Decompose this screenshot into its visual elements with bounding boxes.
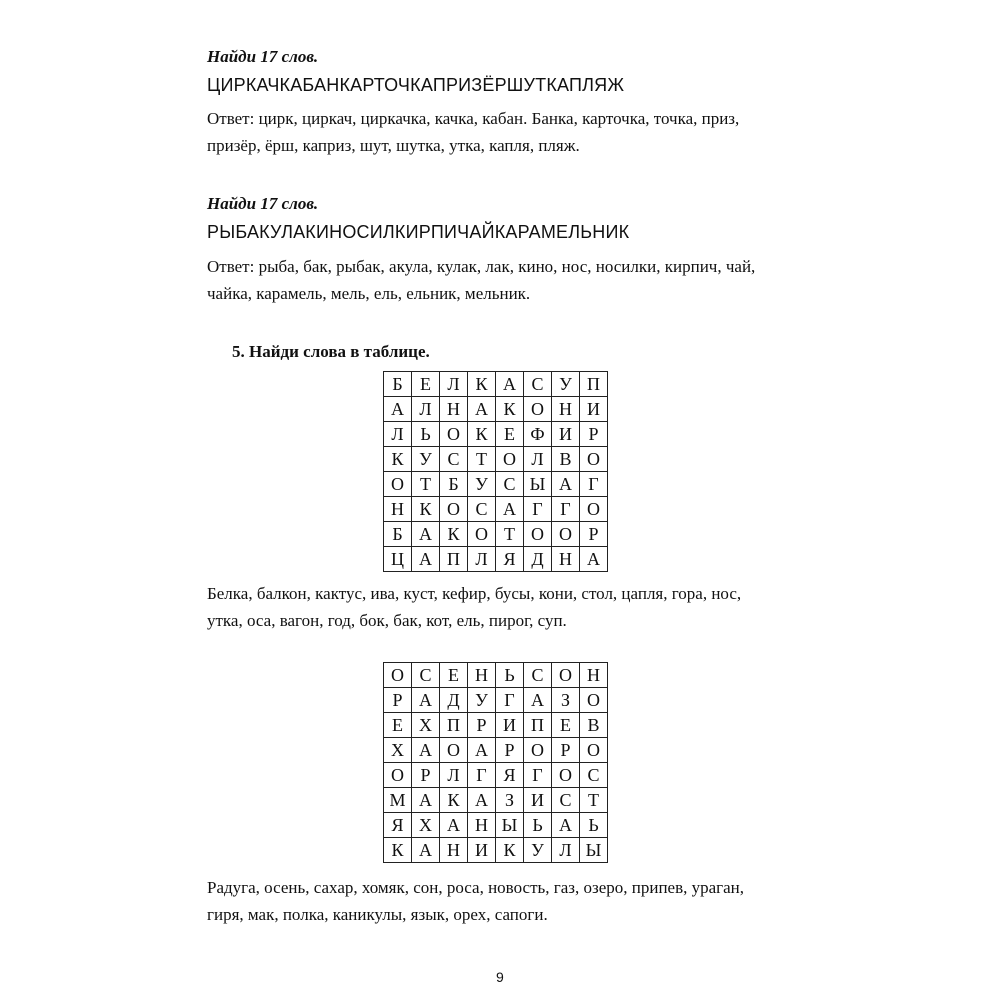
grid-cell: О	[384, 763, 412, 788]
grid-cell: А	[412, 547, 440, 572]
grid-row	[384, 788, 608, 813]
grid-cell: С	[524, 663, 552, 688]
block2-letter-string: РЫБАКУЛАКИНОСИЛКИРПИЧАЙКАРАМЕЛЬНИК	[207, 222, 630, 242]
grid-cell: Р	[384, 688, 412, 713]
grid-cell: К	[412, 497, 440, 522]
grid-cell: А	[412, 738, 440, 763]
grid-cell: Л	[440, 763, 468, 788]
grid-cell: О	[384, 663, 412, 688]
grid-cell: Н	[468, 813, 496, 838]
grid-cell: О	[524, 397, 552, 422]
grid-cell: Р	[468, 713, 496, 738]
grid-cell: Е	[412, 372, 440, 397]
grid-cell: Н	[468, 663, 496, 688]
block2-heading: Найди 17 слов.	[207, 194, 319, 213]
grid-cell: И	[552, 422, 580, 447]
grid-cell: А	[468, 738, 496, 763]
grid-cell: И	[496, 713, 524, 738]
grid-cell: Н	[580, 663, 608, 688]
page-number: 9	[496, 969, 504, 985]
grid-cell: Н	[552, 547, 580, 572]
grid-row	[384, 813, 608, 838]
grid-cell: Ь	[496, 663, 524, 688]
grid-cell: О	[524, 738, 552, 763]
grid2-word-list	[207, 874, 807, 928]
grid-row	[384, 422, 608, 447]
grid-cell: П	[524, 713, 552, 738]
grid-cell: О	[440, 422, 468, 447]
grid-row	[384, 522, 608, 547]
grid-cell: Л	[468, 547, 496, 572]
grid-cell: З	[552, 688, 580, 713]
grid-cell: П	[580, 372, 608, 397]
grid-cell: Б	[384, 372, 412, 397]
grid-cell: А	[468, 397, 496, 422]
grid-cell: С	[468, 497, 496, 522]
grid-cell: А	[552, 472, 580, 497]
grid-cell: Ь	[524, 813, 552, 838]
grid-cell: Н	[440, 397, 468, 422]
grid-cell: У	[524, 838, 552, 863]
grid-cell: Я	[496, 763, 524, 788]
grid-cell: К	[440, 788, 468, 813]
grid-cell: К	[384, 838, 412, 863]
grid-cell: А	[384, 397, 412, 422]
grid-cell: Д	[440, 688, 468, 713]
grid-row	[384, 547, 608, 572]
grid-cell: Ы	[496, 813, 524, 838]
grid-cell: Н	[384, 497, 412, 522]
grid-cell: О	[496, 447, 524, 472]
grid-cell: О	[552, 763, 580, 788]
grid-cell: В	[552, 447, 580, 472]
grid-cell: Г	[552, 497, 580, 522]
block1-answer-line2: призёр, ёрш, каприз, шут, шутка, утка, капля, пляж.	[207, 136, 580, 155]
grid-cell: Б	[440, 472, 468, 497]
grid-cell: Е	[552, 713, 580, 738]
grid-cell: П	[440, 713, 468, 738]
grid-cell: Ф	[524, 422, 552, 447]
grid-cell: А	[468, 788, 496, 813]
grid-row	[384, 838, 608, 863]
grid-row	[384, 472, 608, 497]
grid-cell: Т	[496, 522, 524, 547]
grid-row	[384, 397, 608, 422]
grid-cell: Я	[384, 813, 412, 838]
grid-cell: Р	[580, 522, 608, 547]
grid-cell: Б	[384, 522, 412, 547]
grid2-words-line1: Радуга, осень, сахар, хомяк, сон, роса, новость, газ, озеро, припев, ураган,	[207, 878, 745, 897]
grid-row	[384, 688, 608, 713]
grid-cell: Л	[384, 422, 412, 447]
grid-cell: О	[524, 522, 552, 547]
grid-cell: З	[496, 788, 524, 813]
block2-answer-line1: Ответ: рыба, бак, рыбак, акула, кулак, лак, кино, нос, носилки, кирпич, чай,	[207, 257, 756, 276]
grid-cell: А	[412, 788, 440, 813]
grid-cell: Ы	[524, 472, 552, 497]
block1-letter-string: ЦИРКАЧКАБАНКАРТОЧКАПРИЗЁРШУТКАПЛЯЖ	[207, 75, 625, 95]
grid-cell: И	[468, 838, 496, 863]
grid-cell: Х	[412, 813, 440, 838]
block1-heading: Найди 17 слов.	[207, 47, 319, 66]
grid-cell: У	[412, 447, 440, 472]
grid-cell: Н	[552, 397, 580, 422]
grid-cell: Е	[384, 713, 412, 738]
grid-cell: К	[440, 522, 468, 547]
grid-cell: Д	[524, 547, 552, 572]
task5-title: 5. Найди слова в таблице.	[232, 342, 430, 361]
grid-row	[384, 497, 608, 522]
grid-cell: О	[468, 522, 496, 547]
grid-cell: О	[580, 688, 608, 713]
block2-answer-line2: чайка, карамель, мель, ель, ельник, мельник.	[207, 284, 531, 303]
grid-cell: С	[552, 788, 580, 813]
grid1-words-line2: утка, оса, вагон, год, бок, бак, кот, ель, пирог, суп.	[207, 611, 567, 630]
grid-cell: Г	[524, 497, 552, 522]
grid-cell: Т	[580, 788, 608, 813]
grid-cell: Н	[440, 838, 468, 863]
grid-cell: Р	[412, 763, 440, 788]
grid-cell: А	[412, 688, 440, 713]
grid-row	[384, 763, 608, 788]
grid-cell: Р	[552, 738, 580, 763]
grid-cell: А	[412, 522, 440, 547]
grid-cell: К	[468, 372, 496, 397]
grid-cell: Г	[496, 688, 524, 713]
grid-cell: Г	[524, 763, 552, 788]
grid-cell: С	[496, 472, 524, 497]
grid-row	[384, 447, 608, 472]
grid-row	[384, 663, 608, 688]
grid-cell: В	[580, 713, 608, 738]
grid-cell: А	[524, 688, 552, 713]
grid-cell: У	[468, 472, 496, 497]
block1-answer-line1: Ответ: цирк, циркач, циркачка, качка, кабан. Банка, карточка, точка, приз,	[207, 109, 740, 128]
grid-cell: Е	[440, 663, 468, 688]
grid-cell: М	[384, 788, 412, 813]
grid-cell: Р	[580, 422, 608, 447]
grid-cell: А	[412, 838, 440, 863]
grid-cell: А	[440, 813, 468, 838]
grid-cell: А	[552, 813, 580, 838]
grid-cell: Е	[496, 422, 524, 447]
grid-cell: Л	[440, 372, 468, 397]
grid-cell: Ь	[412, 422, 440, 447]
grid-cell: С	[524, 372, 552, 397]
grid-cell: С	[440, 447, 468, 472]
grid-cell: О	[440, 497, 468, 522]
grid1-words-line1: Белка, балкон, кактус, ива, куст, кефир, бусы, кони, стол, цапля, гора, нос,	[207, 584, 742, 603]
grid-cell: Я	[496, 547, 524, 572]
grid-row	[384, 738, 608, 763]
grid-cell: О	[580, 738, 608, 763]
grid-cell: П	[440, 547, 468, 572]
grid-cell: А	[580, 547, 608, 572]
grid-cell: Ь	[580, 813, 608, 838]
grid-cell: Г	[468, 763, 496, 788]
grid-cell: Р	[496, 738, 524, 763]
grid-cell: У	[468, 688, 496, 713]
grid-cell: И	[524, 788, 552, 813]
grid-cell: К	[496, 838, 524, 863]
grid-cell: У	[552, 372, 580, 397]
grid-cell: Т	[468, 447, 496, 472]
letter-grid-2	[383, 662, 608, 863]
grid-cell: О	[552, 522, 580, 547]
grid-cell: Ц	[384, 547, 412, 572]
grid-cell: О	[580, 447, 608, 472]
grid-cell: Л	[552, 838, 580, 863]
grid-cell: К	[468, 422, 496, 447]
grid-cell: И	[580, 397, 608, 422]
grid-cell: А	[496, 497, 524, 522]
grid-cell: Х	[384, 738, 412, 763]
grid1-word-list	[207, 580, 807, 634]
grid-row	[384, 713, 608, 738]
grid-row	[384, 372, 608, 397]
grid-cell: Л	[412, 397, 440, 422]
grid-cell: О	[580, 497, 608, 522]
grid-cell: Ы	[580, 838, 608, 863]
grid-cell: С	[580, 763, 608, 788]
grid-cell: С	[412, 663, 440, 688]
block1-answer	[207, 105, 807, 159]
grid-cell: К	[496, 397, 524, 422]
grid-cell: О	[552, 663, 580, 688]
grid-cell: Т	[412, 472, 440, 497]
grid-cell: О	[384, 472, 412, 497]
grid-cell: Л	[524, 447, 552, 472]
block2-answer	[207, 253, 807, 307]
grid-cell: Г	[580, 472, 608, 497]
letter-grid-1	[383, 371, 608, 572]
grid-cell: К	[384, 447, 412, 472]
grid-cell: О	[440, 738, 468, 763]
grid-cell: А	[496, 372, 524, 397]
grid2-words-line2: гиря, мак, полка, каникулы, язык, орех, сапоги.	[207, 905, 548, 924]
grid-cell: Х	[412, 713, 440, 738]
